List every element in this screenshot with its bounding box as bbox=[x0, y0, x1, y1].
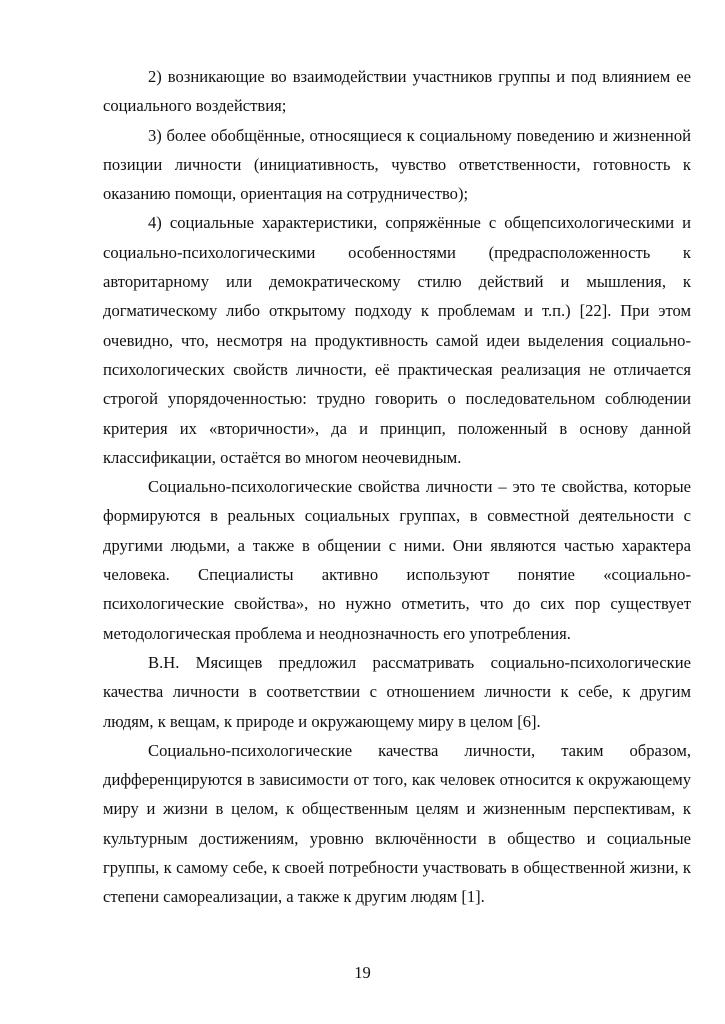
paragraph-myasishchev: В.Н. Мясищев предложил рассматривать социально-психологические качества личности в соответствии с отношением личности к себе, к другим людям, к вещам, к природе и окружающему миру в целом [6]. bbox=[103, 652, 691, 731]
paragraph-definition: Социально-психологические свойства личности – это те свойства, которые формируются в реальных социальных группах, в совместной деятельности с другими людьми, а также в общении с ними. Они являются частью характера человека. Специалисты активно используют понятие «социально-психологические свойства», но нужно отметить, что до сих пор существует методологическая проблема и неоднозначность его употребления. bbox=[103, 477, 691, 643]
paragraph-list-item-4: 4) социальные характеристики, сопряжённые с общепсихологическими и социально-психологическими особенностями (предрасположенность к авторитарному или демократическому стилю действий и мышления, к догматическому либо открытому подходу к проблемам и т.п.) [22]. При этом очевидно, что, несмотря на продуктивность самой идеи выделения социально-психологических свойств личности, её практическая реализация не отличается строгой упорядоченностью: трудно говорить о последовательном соблюдении критерия их «вторичности», да и принцип, положенный в основу данной классификации, остаётся во многом неочевидным. bbox=[103, 213, 691, 467]
paragraph-list-item-2: 2) возникающие во взаимодействии участников группы и под влиянием ее социального воздействия; bbox=[103, 67, 691, 116]
paragraph-list-item-3: 3) более обобщённые, относящиеся к социальному поведению и жизненной позиции личности (инициативность, чувство ответственности, готовность к оказанию помощи, ориентация на сотрудничество); bbox=[103, 125, 691, 204]
paragraph-conclusion: Социально-психологические качества личности, таким образом, дифференцируются в зависимости от того, как человек относится к окружающему миру и жизни в целом, к общественным целям и жизненным перспективам, к культурным достижениям, уровню включённости в общество и социальные группы, к самому себе, к своей потребности участвовать в общественной жизни, к степени самореализации, а также к другим людям [1]. bbox=[103, 740, 691, 907]
page-number: 19 bbox=[354, 963, 371, 982]
body-text bbox=[103, 62, 691, 912]
